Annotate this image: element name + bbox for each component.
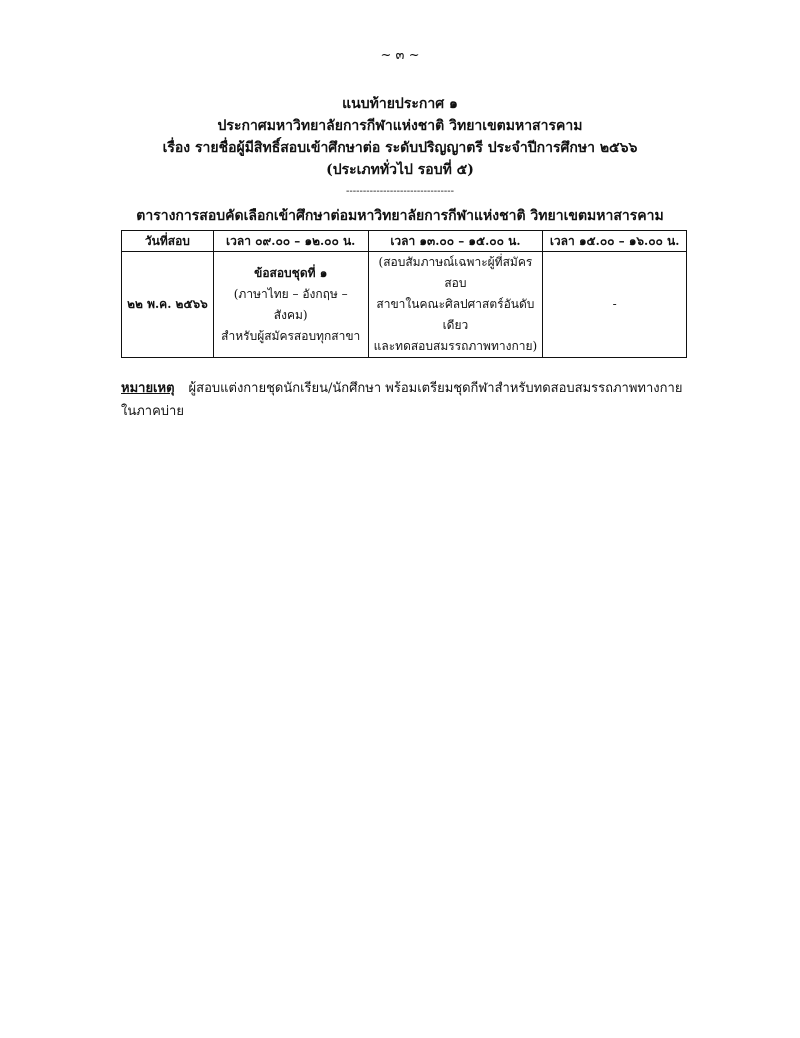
note-label: หมายเหตุ xyxy=(121,381,175,396)
afternoon-line-3: และทดสอบสมรรถภาพทางกาย) xyxy=(373,339,538,353)
afternoon-line-2: สาขาในคณะศิลปศาสตร์อันดับเดียว xyxy=(376,297,535,332)
morning-line-2: (ภาษาไทย – อังกฤษ – สังคม) xyxy=(233,286,348,322)
note-paragraph xyxy=(121,377,687,423)
header-exam-date: วันที่สอบ xyxy=(122,231,214,252)
table-header-row xyxy=(122,231,687,252)
header-time-afternoon: เวลา ๑๓.๐๐ – ๑๕.๐๐ น. xyxy=(368,231,543,252)
divider-line: -------------------------------- xyxy=(345,186,455,197)
exam-schedule-table xyxy=(121,230,687,358)
cell-late-afternoon-session: - xyxy=(543,252,687,358)
cell-exam-date: ๒๒ พ.ค. ๒๕๖๖ xyxy=(122,252,214,358)
header-line-subject: เรื่อง รายชื่อผู้มีสิทธิ์สอบเข้าศึกษาต่อ ระดับปริญญาตรี ประจำปีการศึกษา ๒๕๖๖ xyxy=(162,140,638,156)
table-title: ตารางการสอบคัดเลือกเข้าศึกษาต่อมหาวิทยาลัยการกีฬาแห่งชาติ วิทยาเขตมหาสารคาม xyxy=(136,208,664,224)
cell-afternoon-session xyxy=(368,252,543,358)
page-number: ~ ๓ ~ xyxy=(380,48,420,63)
header-line-announcement: ประกาศมหาวิทยาลัยการกีฬาแห่งชาติ วิทยาเขตมหาสารคาม xyxy=(217,118,583,134)
morning-line-1: ข้อสอบชุดที่ ๑ xyxy=(254,265,328,280)
cell-morning-session xyxy=(213,252,368,358)
header-line-attachment: แนบท้ายประกาศ ๑ xyxy=(342,96,458,112)
header-time-morning: เวลา ๐๙.๐๐ – ๑๒.๐๐ น. xyxy=(213,231,368,252)
afternoon-line-1: (สอบสัมภาษณ์เฉพาะผู้ที่สมัครสอบ xyxy=(378,255,533,290)
morning-line-3: สำหรับผู้สมัครสอบทุกสาขา xyxy=(221,328,361,343)
note-text: ผู้สอบแต่งกายชุดนักเรียน/นักศึกษา พร้อมเตรียมชุดกีฬาสำหรับทดสอบสมรรถภาพทางกาย ในภาคบ่าย xyxy=(121,381,683,419)
header-line-type: (ประเภททั่วไป รอบที่ ๕) xyxy=(326,162,474,178)
header-time-late-afternoon: เวลา ๑๕.๐๐ – ๑๖.๐๐ น. xyxy=(543,231,687,252)
announcement-header xyxy=(0,93,800,181)
table-row xyxy=(122,252,687,358)
